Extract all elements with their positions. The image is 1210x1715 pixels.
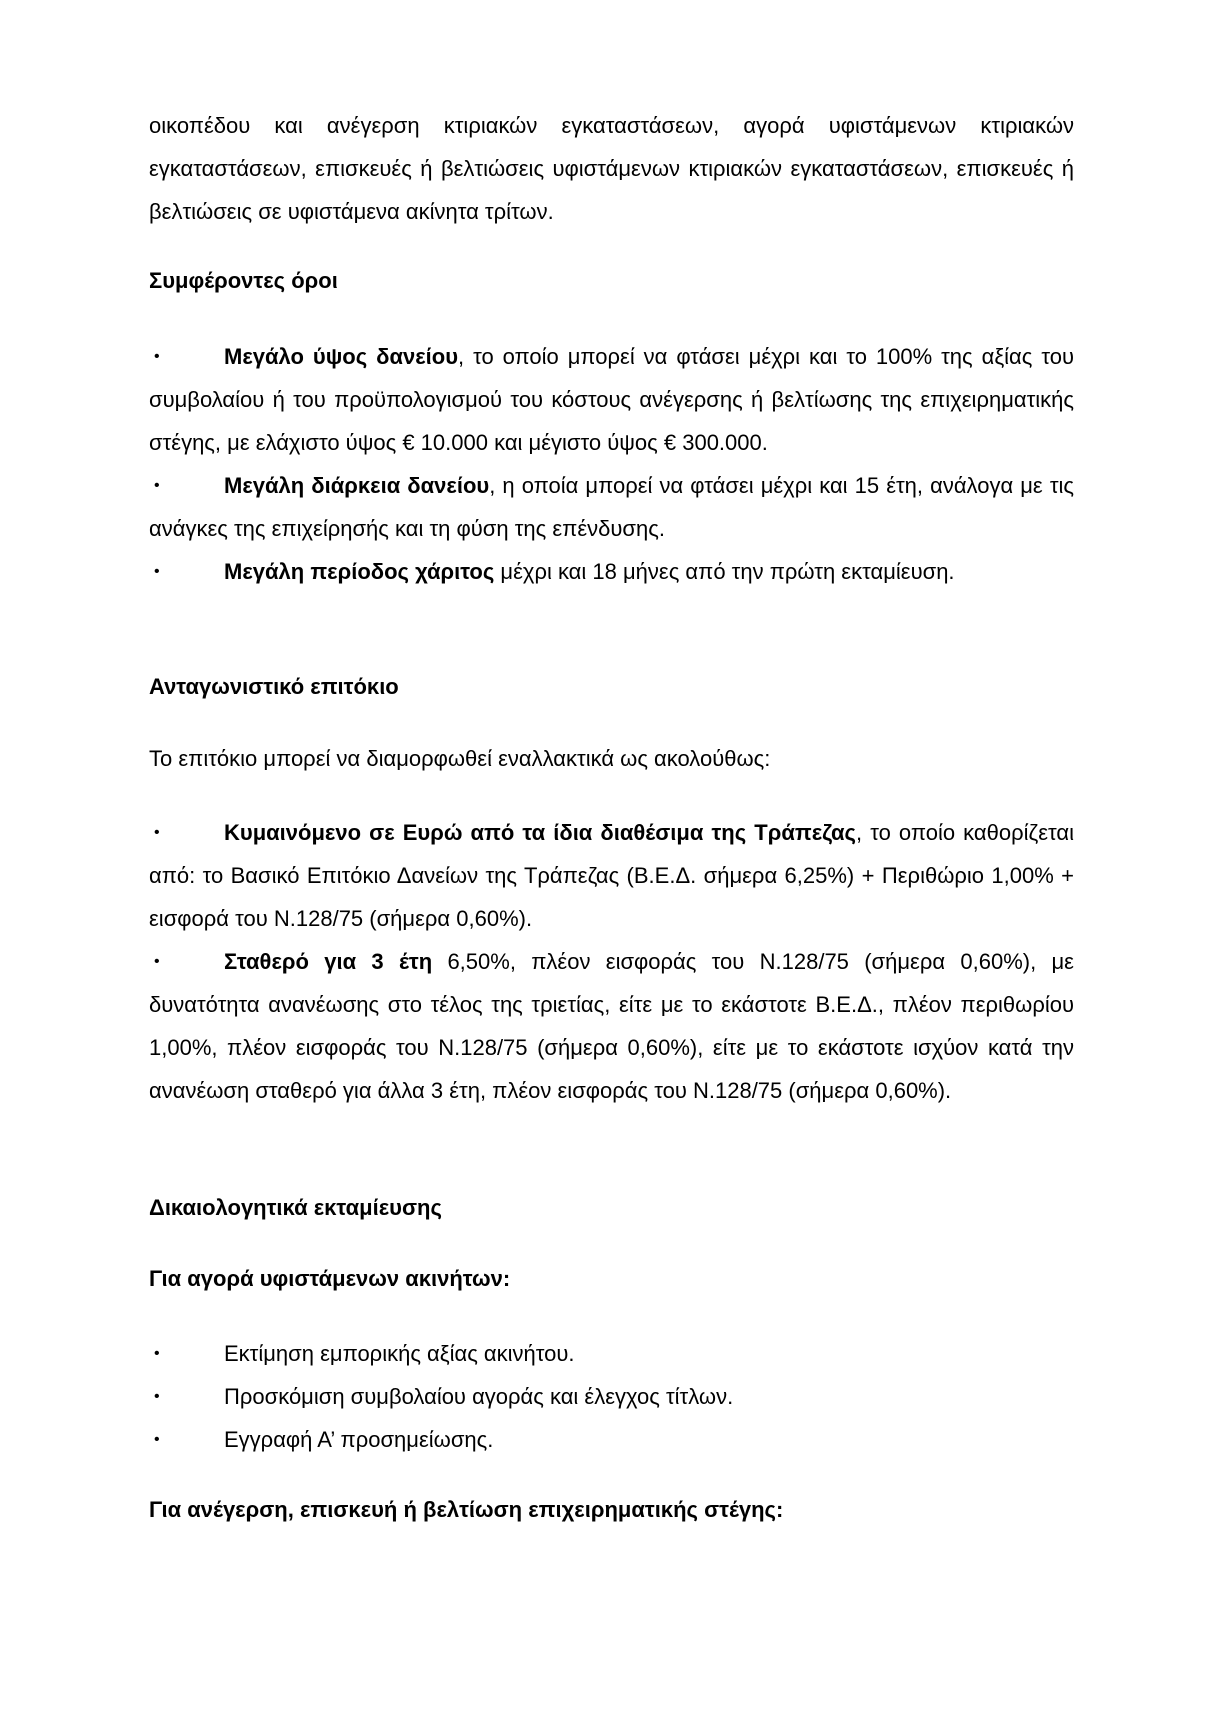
list-item <box>149 1332 1074 1375</box>
term-text: μέχρι και 18 μήνες από την πρώτη εκταμίευση. <box>494 559 955 584</box>
rate-heading-block <box>149 672 1074 702</box>
rate-intro: Το επιτόκιο μπορεί να διαμορφωθεί εναλλακτικά ως ακολούθως: <box>149 746 771 771</box>
terms-section <box>149 335 1074 593</box>
rate-text: , το οποίο καθορίζεται από: το Βασικό Επιτόκιο Δανείων της Τράπεζας (Β.Ε.Δ. σήμερα 6,25%) + Περιθώριο 1,00% + εισφορά του Ν.128/75 (σήμερα 0,60%). <box>149 820 1074 931</box>
terms-list <box>149 335 1074 593</box>
list-item <box>149 464 1074 550</box>
docs-heading: Δικαιολογητικά εκταμίευσης <box>149 1195 442 1220</box>
rate-title: Σταθερό για 3 έτη <box>224 949 433 974</box>
bullet-icon: • <box>154 477 160 494</box>
bullet-icon: • <box>154 1388 160 1405</box>
intro-section <box>149 104 1074 233</box>
term-title: Μεγάλη περίοδος χάριτος <box>224 559 495 584</box>
rate-heading: Ανταγωνιστικό επιτόκιο <box>149 674 399 699</box>
list-item <box>149 940 1074 1112</box>
list-item <box>149 1375 1074 1418</box>
terms-heading-block <box>149 266 1074 296</box>
list-item <box>149 335 1074 464</box>
bullet-icon: • <box>154 824 160 841</box>
bullet-icon: • <box>154 1345 160 1362</box>
purchase-item-text: Προσκόμιση συμβολαίου αγοράς και έλεγχος τίτλων. <box>224 1384 734 1409</box>
rate-section <box>149 811 1074 1112</box>
rate-text: 6,50%, πλέον εισφοράς του Ν.128/75 (σήμερα 0,60%), με δυνατότητα ανανέωσης στο τέλος της τριετίας, είτε με το εκάστοτε Β.Ε.Δ., πλέον περιθωρίου 1,00%, πλέον εισφοράς του Ν.128/75 (σήμερα 0,60%), είτε με το εκάστοτε ισχύον κατά την ανανέωση σταθερό για άλλα 3 έτη, πλέον εισφοράς του Ν.128/75 (σήμερα 0,60%). <box>149 949 1074 1103</box>
term-text: , η οποία μπορεί να φτάσει μέχρι και 15 έτη, ανάλογα με τις ανάγκες της επιχείρησής και τη φύση της επένδυσης. <box>149 473 1074 541</box>
list-item <box>149 811 1074 940</box>
list-item <box>149 1418 1074 1461</box>
purchase-item-text: Εγγραφή Α’ προσημείωσης. <box>224 1427 494 1452</box>
bullet-icon: • <box>154 1431 160 1448</box>
purchase-list <box>149 1332 1074 1461</box>
purchase-heading: Για αγορά υφιστάμενων ακινήτων: <box>149 1266 511 1291</box>
purchase-heading-block <box>149 1264 1074 1294</box>
terms-heading: Συμφέροντες όροι <box>149 268 338 293</box>
purchase-section <box>149 1332 1074 1461</box>
intro-paragraph: οικοπέδου και ανέγερση κτιριακών εγκαταστάσεων, αγορά υφιστάμενων κτιριακών εγκαταστάσεων, επισκευές ή βελτιώσεις υφιστάμενων κτιριακών εγκαταστάσεων, επισκευές ή βελτιώσεις σε υφιστάμενα ακίνητα τρίτων. <box>149 113 1074 224</box>
rate-intro-block <box>149 744 1074 774</box>
term-title: Μεγάλη διάρκεια δανείου <box>224 473 490 498</box>
construction-heading: Για ανέγερση, επισκευή ή βελτίωση επιχειρηματικής στέγης: <box>149 1497 784 1522</box>
term-title: Μεγάλο ύψος δανείου <box>224 344 458 369</box>
construction-heading-block <box>149 1495 1074 1525</box>
bullet-icon: • <box>154 563 160 580</box>
purchase-item-text: Εκτίμηση εμπορικής αξίας ακινήτου. <box>224 1341 575 1366</box>
term-text: , το οποίο μπορεί να φτάσει μέχρι και το 100% της αξίας του συμβολαίου ή του προϋπολογισμού του κόστους ανέγερσης ή βελτίωσης της επιχειρηματικής στέγης, με ελάχιστο ύψος € 10.000 και μέγιστο ύψος € 300.000. <box>149 344 1074 455</box>
list-item <box>149 550 1074 593</box>
bullet-icon: • <box>154 953 160 970</box>
docs-heading-block <box>149 1193 1074 1223</box>
rate-title: Κυμαινόμενο σε Ευρώ από τα ίδια διαθέσιμα της Τράπεζας <box>224 820 856 845</box>
rate-list <box>149 811 1074 1112</box>
bullet-icon: • <box>154 348 160 365</box>
